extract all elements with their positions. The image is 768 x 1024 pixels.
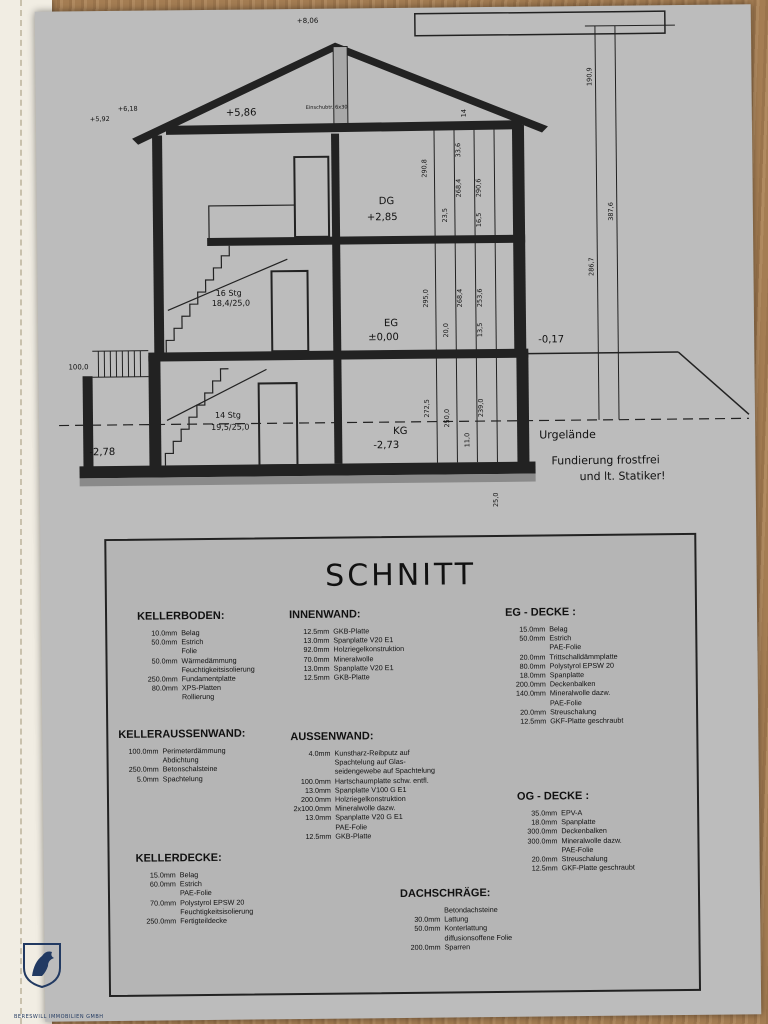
layer-thickness: 200.0mm <box>300 794 332 805</box>
rows-ogdecke <box>517 808 635 874</box>
layer-thickness: 35.0mm <box>531 808 558 818</box>
layer-material: GKB-Platte <box>335 831 372 841</box>
layer-thickness: 30.0mm <box>414 914 441 925</box>
dg-level: +2,85 <box>366 211 398 224</box>
rows-aussenwand <box>290 748 435 842</box>
heading-aussenwand: AUSSENWAND: <box>290 730 374 744</box>
layer-thickness: 18.0mm <box>531 817 558 827</box>
title-block-edge <box>415 11 665 36</box>
dim-286-7: 286,7 <box>587 257 596 277</box>
heading-innenwand: INNENWAND: <box>289 608 361 622</box>
layer-material: Lattung <box>444 914 469 924</box>
dim-295-0: 295,0 <box>421 289 430 308</box>
layer-material: PAE-Folie <box>549 642 582 652</box>
section-kellerboden <box>137 610 255 703</box>
legend-row <box>136 916 253 926</box>
outer-wall-left-basement <box>148 355 161 467</box>
layer-thickness: 20.0mm <box>531 854 558 864</box>
dim-23-5: 23,5 <box>440 207 449 223</box>
layer-material: Polystyrol EPSW 20 <box>549 660 614 671</box>
layer-thickness: 50.0mm <box>151 637 178 647</box>
dim-190-9: 190,9 <box>585 67 594 87</box>
layer-thickness: 12.5mm <box>303 626 330 636</box>
layer-thickness: 13.0mm <box>303 663 330 673</box>
foundation-note-1: Fundierung frostfrei <box>551 453 660 468</box>
legend-row <box>119 773 246 784</box>
layer-material: Mineralwolle dazw. <box>549 688 611 698</box>
dim-250-0: 250,0 <box>442 408 452 428</box>
layer-material: Kunstharz-Reibputz auf <box>334 747 410 758</box>
chimney <box>333 47 348 127</box>
dim-290-8: 290,8 <box>420 159 429 178</box>
layer-material: Estrich <box>179 879 202 889</box>
eg-label: EG <box>383 317 399 330</box>
layer-thickness: 250.0mm <box>146 916 177 926</box>
layer-thickness: 70.0mm <box>150 897 177 908</box>
layer-material: Betondachsteine <box>444 904 498 915</box>
printed-plan-sheet <box>35 4 762 1021</box>
layer-material: GKB-Platte <box>333 672 370 682</box>
layer-thickness: 13.0mm <box>305 813 332 823</box>
horse-shield-icon <box>20 940 64 988</box>
chimney-label: Einschubtr. 6x30 <box>305 104 348 111</box>
layer-material: Spanplatte V20 E1 <box>333 662 394 673</box>
rows-innenwand <box>289 626 404 682</box>
layer-material: Fundamentplatte <box>181 673 236 684</box>
layer-material: Rollierung <box>181 692 215 702</box>
heading-egdecke: EG - DECKE : <box>504 606 577 619</box>
layer-thickness <box>119 756 163 766</box>
layer-thickness: 80.0mm <box>151 683 178 693</box>
layer-material: Belag <box>181 628 200 638</box>
layer-thickness <box>136 889 180 899</box>
foundation-note-2: und lt. Statiker! <box>579 469 666 484</box>
layer-thickness: 50.0mm <box>151 655 178 666</box>
layer-material: Spanplatte V100 G E1 <box>334 784 407 795</box>
terrace-railing <box>92 351 148 378</box>
layer-material: Spachtelung auf Glas- <box>334 757 406 767</box>
outer-wall-left-upper <box>152 135 164 355</box>
rows-kellerdecke <box>136 870 254 926</box>
section-ogdecke <box>517 790 635 874</box>
dim-253-6: 253,6 <box>475 288 484 308</box>
legend-row <box>290 672 405 682</box>
eave-level-2: +5,92 <box>89 114 110 124</box>
ridge-level: +8,06 <box>296 16 319 26</box>
layer-material: Fertigteildecke <box>180 915 228 926</box>
layer-material: Streuschalung <box>550 706 597 717</box>
legend-row <box>138 692 255 702</box>
layer-thickness: 140.0mm <box>515 688 546 699</box>
layer-material: Mineralwolle <box>333 653 374 664</box>
layer-thickness: 100.0mm <box>300 776 331 786</box>
dim-239-0: 239,0 <box>476 398 486 418</box>
layer-material: PAE-Folie <box>179 888 212 898</box>
dim-20-0: 20,0 <box>442 322 451 338</box>
layer-material: EPV-A <box>561 808 583 818</box>
kg-level: -2,73 <box>373 439 400 452</box>
eg-level: ±0,00 <box>368 331 399 344</box>
layer-material: Wärmedämmung <box>181 655 237 665</box>
layer-material: Spanplatte <box>561 817 596 827</box>
layer-material: Belag <box>179 870 199 880</box>
layer-thickness <box>136 907 180 917</box>
dim-268-4a: 268,4 <box>454 178 463 198</box>
layer-thickness <box>291 758 335 768</box>
stair-lower-count: 14 Stg <box>214 410 242 420</box>
layer-thickness: 12.5mm <box>305 831 332 841</box>
legend-row <box>506 716 623 726</box>
layer-thickness: 80.0mm <box>519 661 546 671</box>
door-dg <box>294 157 329 237</box>
layer-thickness: 2x100.0mm <box>293 803 332 814</box>
heading-kellerboden: KELLERBODEN: <box>137 609 225 623</box>
legend-title: SCHNITT <box>324 557 477 594</box>
layer-thickness: 300.0mm <box>527 826 558 837</box>
heading-kelleraussenwand: KELLERAUSSENWAND: <box>118 727 246 741</box>
layer-thickness: 12.5mm <box>520 716 547 726</box>
layer-thickness: 200.0mm <box>515 679 546 689</box>
top-slab <box>166 125 522 131</box>
section-egdecke <box>505 606 623 726</box>
dg-slab <box>207 235 525 246</box>
dim-290-6: 290,6 <box>474 178 483 198</box>
layer-material: Mineralwolle dazw. <box>561 835 622 845</box>
section-kellerdecke <box>136 852 254 926</box>
rows-kellerboden <box>137 628 255 703</box>
layer-thickness <box>400 933 444 943</box>
roof <box>131 40 548 144</box>
heading-kellerdecke: KELLERDECKE: <box>135 851 222 865</box>
terrain-line <box>528 352 678 354</box>
door-eg <box>271 271 308 351</box>
watermark-text: BERESWILL IMMOBILIEN GMBH <box>14 1014 104 1020</box>
layer-material: Polystyrol EPSW 20 <box>180 897 245 907</box>
layer-thickness <box>517 845 561 855</box>
layer-material: XPS-Platten <box>181 683 222 693</box>
dim-268-4b: 268,4 <box>455 288 464 308</box>
layer-material: Betonschalsteine <box>162 764 218 774</box>
right-ground-level: -0,17 <box>538 334 565 346</box>
dim-13-5: 13,5 <box>476 322 485 338</box>
layer-thickness: 15.0mm <box>519 624 546 634</box>
dim-14: 14 <box>459 108 468 118</box>
layer-material: Spanplatte V20 G E1 <box>335 812 403 823</box>
section-dachschraege <box>400 887 512 952</box>
kg-label: KG <box>393 425 408 438</box>
layer-material: diffusionsoffene Folie <box>444 932 513 943</box>
layer-thickness: 50.0mm <box>414 923 441 934</box>
stair-lower-ratio: 19,5/25,0 <box>211 422 250 432</box>
urgelaende-label: Urgelände <box>539 427 596 442</box>
layer-thickness: 60.0mm <box>149 879 176 889</box>
layer-thickness <box>505 643 549 653</box>
section-drawing <box>35 4 756 531</box>
layer-thickness: 12.5mm <box>303 672 330 683</box>
dim-16-5: 16,5 <box>474 212 484 228</box>
layer-thickness <box>400 906 444 916</box>
layer-material: Spanplatte V20 E1 <box>333 635 394 645</box>
layer-thickness: 200.0mm <box>410 942 441 952</box>
layer-material: Folie <box>181 646 198 656</box>
section-innenwand <box>289 608 404 682</box>
layer-thickness: 100.0mm <box>128 746 159 756</box>
layer-material: Trittschalldämmplatte <box>549 651 618 662</box>
dim-11-0: 11,0 <box>463 432 472 448</box>
layer-thickness: 18.0mm <box>519 670 546 680</box>
layer-material: Feuchtigkeitsisolierung <box>181 664 255 675</box>
layer-material: Hartschaumplatte schw. entfl. <box>334 775 429 786</box>
heading-ogdecke: OG - DECKE : <box>516 790 590 803</box>
layer-material: Streuschalung <box>561 853 608 864</box>
layer-material: PAE-Folie <box>335 821 368 832</box>
layer-thickness <box>137 647 181 657</box>
layer-material: PAE-Folie <box>561 844 594 855</box>
layer-material: Spachtelung <box>162 773 203 784</box>
dim-272-5: 272,5 <box>422 399 432 418</box>
layer-material: Spanplatte <box>549 670 585 680</box>
left-ground-level: -2,78 <box>89 446 116 459</box>
dim-387-6: 387,6 <box>606 202 615 221</box>
layer-material: seidengewebe auf Spachtelung <box>334 766 436 777</box>
stair-upper-ratio: 18,4/25,0 <box>211 298 251 308</box>
rows-dachschraege <box>400 905 512 952</box>
inner-wall <box>331 134 342 464</box>
layer-thickness: 5.0mm <box>136 774 159 784</box>
layer-thickness: 13.0mm <box>304 785 331 795</box>
legend-row <box>518 863 635 873</box>
layer-material: Mineralwolle dazw. <box>335 803 396 813</box>
watermark <box>14 940 104 1020</box>
layer-thickness: 15.0mm <box>149 870 176 880</box>
layer-material: PAE-Folie <box>549 697 582 708</box>
layer-thickness: 20.0mm <box>519 652 546 662</box>
layer-thickness: 50.0mm <box>519 633 546 643</box>
layer-material: Perimeterdämmung <box>162 745 226 756</box>
layer-thickness: 20.0mm <box>520 707 547 717</box>
layer-material: Abdichtung <box>162 755 199 765</box>
dimension-lines <box>433 25 680 463</box>
layer-material: Konterlattung <box>444 923 488 933</box>
outer-wall-right-basement <box>516 352 529 464</box>
stair-upper <box>165 205 297 352</box>
eave-level-1: +6,18 <box>117 104 138 113</box>
layer-thickness <box>138 693 182 703</box>
layer-thickness: 250.0mm <box>147 674 178 684</box>
layer-material: Feuchtigkeitsisolierung <box>180 906 254 917</box>
layer-material: GKF-Platte geschraubt <box>550 715 624 726</box>
door-kg <box>259 383 298 465</box>
section-aussenwand <box>290 730 435 842</box>
layer-thickness: 300.0mm <box>527 835 558 846</box>
layer-thickness: 92.0mm <box>303 645 330 655</box>
dim-25-0: 25,0 <box>491 492 500 508</box>
legend-box <box>104 533 701 997</box>
heading-dachschraege: DACHSCHRÄGE: <box>399 887 491 900</box>
layer-thickness: 250.0mm <box>128 764 159 775</box>
layer-thickness <box>506 698 550 708</box>
layer-thickness: 13.0mm <box>303 635 330 646</box>
layer-material: GKF-Platte geschraubt <box>561 862 635 873</box>
legend-row <box>401 942 513 952</box>
layer-thickness: 12.5mm <box>531 863 558 873</box>
dim-33-6: 33,6 <box>454 142 463 158</box>
dg-label: DG <box>378 196 395 208</box>
layer-thickness: 4.0mm <box>308 748 331 758</box>
layer-thickness <box>291 767 335 777</box>
section-kelleraussenwand <box>118 728 246 784</box>
layer-thickness: 10.0mm <box>151 628 178 638</box>
layer-thickness <box>291 822 335 832</box>
layer-material: Holzriegelkonstruktion <box>334 793 406 804</box>
layer-material: Deckenbalken <box>549 679 596 689</box>
layer-thickness <box>138 665 182 675</box>
left-wall-dim: 100,0 <box>68 363 89 372</box>
original-ground-line <box>59 418 749 425</box>
layer-material: Sparren <box>444 942 471 952</box>
layer-material: Belag <box>549 624 568 634</box>
rows-egdecke <box>505 624 623 726</box>
top-slab-level: +5,86 <box>225 107 257 119</box>
legend-row <box>291 830 435 841</box>
layer-material: Estrich <box>549 633 572 643</box>
layer-material: Deckenbalken <box>561 826 607 836</box>
layer-thickness: 70.0mm <box>303 654 330 664</box>
stair-upper-count: 16 Stg <box>215 288 242 298</box>
rows-kelleraussenwand <box>118 746 246 784</box>
terrain-slope <box>678 351 749 415</box>
layer-material: GKB-Platte <box>333 626 370 636</box>
layer-material: Estrich <box>181 637 204 647</box>
layer-material: Holzriegelkonstruktion <box>333 644 405 655</box>
